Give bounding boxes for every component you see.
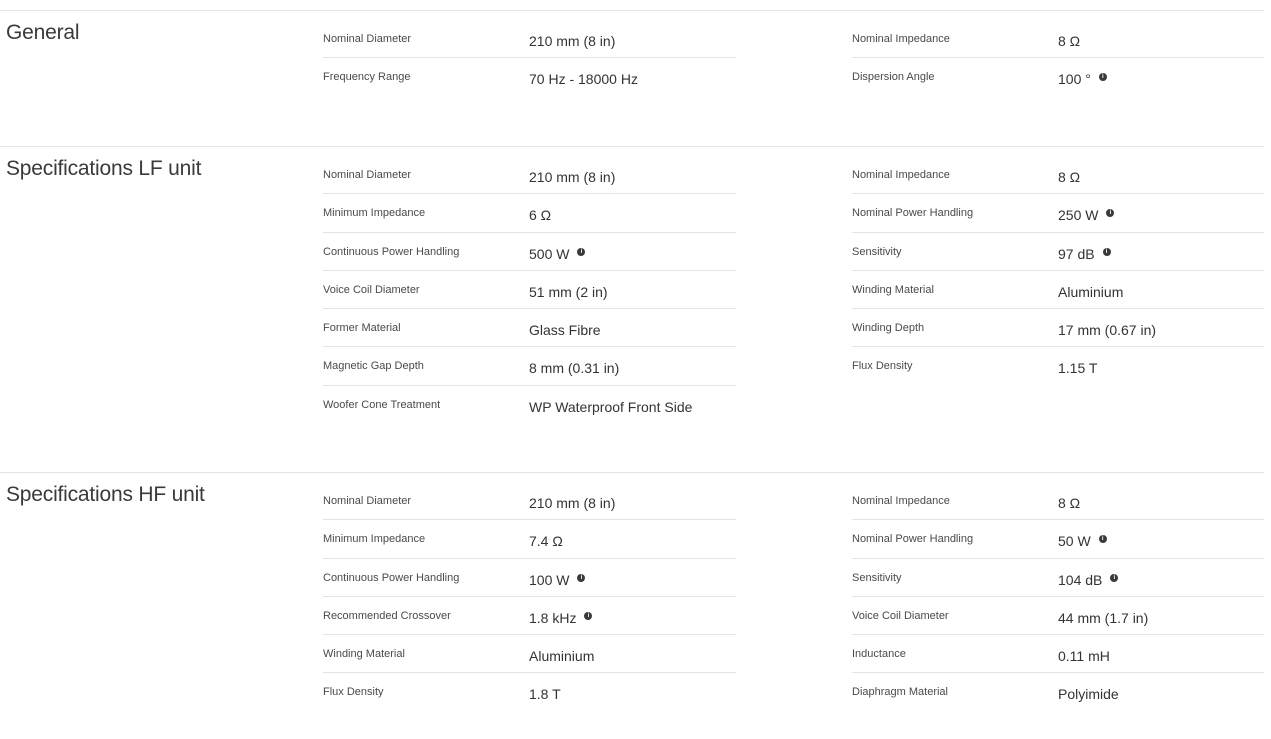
spec-value-text: 100 ° — [1058, 71, 1091, 88]
spec-value-text: 70 Hz - 18000 Hz — [529, 71, 638, 88]
spec-column-left — [323, 156, 736, 424]
spec-row — [323, 194, 736, 232]
spec-label: Winding Material — [852, 283, 934, 296]
spec-row — [323, 309, 736, 347]
spec-value — [529, 686, 561, 702]
spec-value — [1058, 71, 1107, 87]
spec-value-text: 7.4 Ω — [529, 533, 563, 550]
spec-value-text: 210 mm (8 in) — [529, 495, 616, 511]
spec-value — [529, 610, 592, 626]
spec-row — [323, 233, 736, 271]
spec-value-text: 1.8 kHz — [529, 609, 577, 626]
info-icon[interactable]: i — [1099, 535, 1107, 543]
spec-value-text: 97 dB — [1058, 245, 1095, 262]
spec-row — [323, 520, 736, 558]
spec-value-text: 100 W — [529, 571, 570, 588]
spec-row — [323, 635, 736, 673]
spec-row — [323, 20, 736, 58]
spec-value — [1058, 610, 1148, 626]
spec-row — [852, 58, 1264, 96]
spec-row — [852, 309, 1264, 347]
spec-label: Minimum Impedance — [323, 533, 426, 546]
spec-value — [529, 169, 615, 185]
spec-row — [323, 559, 736, 597]
spec-value-text: 104 dB — [1058, 571, 1103, 588]
info-icon[interactable]: i — [1103, 248, 1111, 256]
spec-value-text: 8 Ω — [1058, 33, 1081, 49]
spec-value — [1058, 572, 1118, 588]
spec-label: Sensitivity — [852, 245, 902, 258]
spec-label: Winding Material — [323, 648, 405, 661]
spec-label: Nominal Power Handling — [852, 207, 974, 220]
spec-value-text: Polyimide — [1058, 686, 1119, 703]
spec-value-text: 500 W — [529, 245, 570, 262]
spec-row — [852, 194, 1264, 232]
spec-row — [852, 347, 1264, 385]
spec-value — [529, 207, 551, 223]
spec-value — [529, 246, 585, 262]
spec-row — [852, 520, 1264, 558]
spec-value — [529, 284, 608, 300]
spec-label: Nominal Diameter — [323, 33, 412, 45]
spec-row — [323, 597, 736, 635]
spec-value — [1058, 360, 1097, 376]
spec-value — [529, 572, 585, 588]
spec-label: Nominal Power Handling — [852, 533, 974, 546]
spec-row — [852, 559, 1264, 597]
spec-value-text: 8 Ω — [1058, 169, 1081, 185]
spec-row — [852, 635, 1264, 673]
spec-label: Former Material — [323, 322, 401, 335]
spec-row — [323, 271, 736, 309]
info-icon[interactable]: i — [1106, 209, 1114, 217]
spec-label: Minimum Impedance — [323, 207, 426, 220]
spec-row — [852, 482, 1264, 520]
spec-column-right — [852, 482, 1264, 712]
spec-label: Sensitivity — [852, 571, 902, 584]
spec-value — [529, 71, 638, 87]
spec-column-left — [323, 482, 736, 712]
spec-label: Flux Density — [852, 360, 913, 373]
spec-value-text: Aluminium — [1058, 283, 1124, 300]
spec-label: Nominal Impedance — [852, 495, 950, 507]
spec-label: Flux Density — [323, 686, 384, 699]
info-icon[interactable]: i — [577, 248, 585, 256]
spec-row — [323, 673, 736, 711]
spec-value — [529, 648, 594, 664]
spec-value-text: 8 mm (0.31 in) — [529, 360, 620, 377]
spec-value-text: 8 Ω — [1058, 495, 1081, 511]
spec-row — [852, 156, 1264, 194]
spec-label: Nominal Diameter — [323, 169, 412, 181]
info-icon[interactable]: i — [1099, 73, 1107, 81]
spec-value — [1058, 33, 1080, 49]
spec-value-text: WP Waterproof Front Side — [529, 398, 693, 415]
spec-label: Diaphragm Material — [852, 686, 948, 699]
spec-label: Inductance — [852, 648, 906, 661]
spec-value — [1058, 207, 1114, 223]
spec-value-text: Aluminium — [529, 648, 595, 665]
spec-value-text: 50 W — [1058, 533, 1091, 550]
spec-column-right — [852, 156, 1264, 386]
spec-value — [1058, 322, 1156, 338]
spec-row — [323, 482, 736, 520]
spec-row — [852, 271, 1264, 309]
spec-value-text: 17 mm (0.67 in) — [1058, 322, 1157, 339]
section-hf-unit — [0, 472, 1264, 739]
spec-row — [852, 233, 1264, 271]
spec-label: Nominal Diameter — [323, 495, 412, 507]
spec-row — [323, 156, 736, 194]
spec-row — [852, 673, 1264, 711]
spec-column-right — [852, 20, 1264, 97]
spec-value — [1058, 169, 1080, 185]
spec-value-text: 210 mm (8 in) — [529, 33, 616, 49]
spec-value-text: 44 mm (1.7 in) — [1058, 609, 1149, 626]
spec-value — [529, 495, 615, 511]
spec-value-text: 1.8 T — [529, 686, 561, 703]
spec-value-text: 250 W — [1058, 207, 1099, 224]
spec-value — [1058, 495, 1080, 511]
spec-value — [529, 322, 601, 338]
info-icon[interactable]: i — [584, 612, 592, 620]
spec-row — [852, 597, 1264, 635]
spec-label: Nominal Impedance — [852, 169, 950, 181]
spec-value-text: 6 Ω — [529, 207, 552, 224]
spec-row — [323, 58, 736, 96]
spec-value — [529, 33, 615, 49]
spec-value — [1058, 246, 1111, 262]
spec-label: Woofer Cone Treatment — [323, 398, 441, 411]
spec-row — [323, 347, 736, 385]
spec-value — [1058, 284, 1123, 300]
spec-label: Nominal Impedance — [852, 33, 950, 45]
spec-value — [1058, 533, 1107, 549]
spec-label: Frequency Range — [323, 71, 411, 84]
spec-label: Recommended Crossover — [323, 609, 451, 622]
spec-value-text: 51 mm (2 in) — [529, 283, 608, 300]
section-lf-unit — [0, 146, 1264, 472]
info-icon[interactable]: i — [577, 574, 585, 582]
spec-label: Continuous Power Handling — [323, 245, 460, 258]
spec-row — [323, 386, 736, 424]
info-icon[interactable]: i — [1110, 574, 1118, 582]
spec-label: Voice Coil Diameter — [323, 283, 420, 296]
spec-column-left — [323, 20, 736, 97]
section-title: Specifications HF unit — [6, 483, 205, 506]
spec-value — [529, 360, 619, 376]
section-general — [0, 10, 1264, 146]
spec-row — [852, 20, 1264, 58]
spec-value — [529, 399, 692, 415]
section-title: General — [6, 21, 80, 44]
spec-label: Continuous Power Handling — [323, 571, 460, 584]
spec-value — [1058, 648, 1110, 664]
section-title: Specifications LF unit — [6, 157, 202, 180]
spec-label: Voice Coil Diameter — [852, 609, 949, 622]
spec-label: Winding Depth — [852, 322, 925, 335]
spec-value-text: 210 mm (8 in) — [529, 169, 616, 185]
spec-value-text: 1.15 T — [1058, 360, 1098, 377]
spec-value — [529, 533, 563, 549]
spec-value-text: 0.11 mH — [1058, 648, 1110, 665]
spec-value-text: Glass Fibre — [529, 322, 601, 339]
spec-label: Magnetic Gap Depth — [323, 360, 424, 373]
spec-label: Dispersion Angle — [852, 71, 935, 84]
spec-value — [1058, 686, 1119, 702]
